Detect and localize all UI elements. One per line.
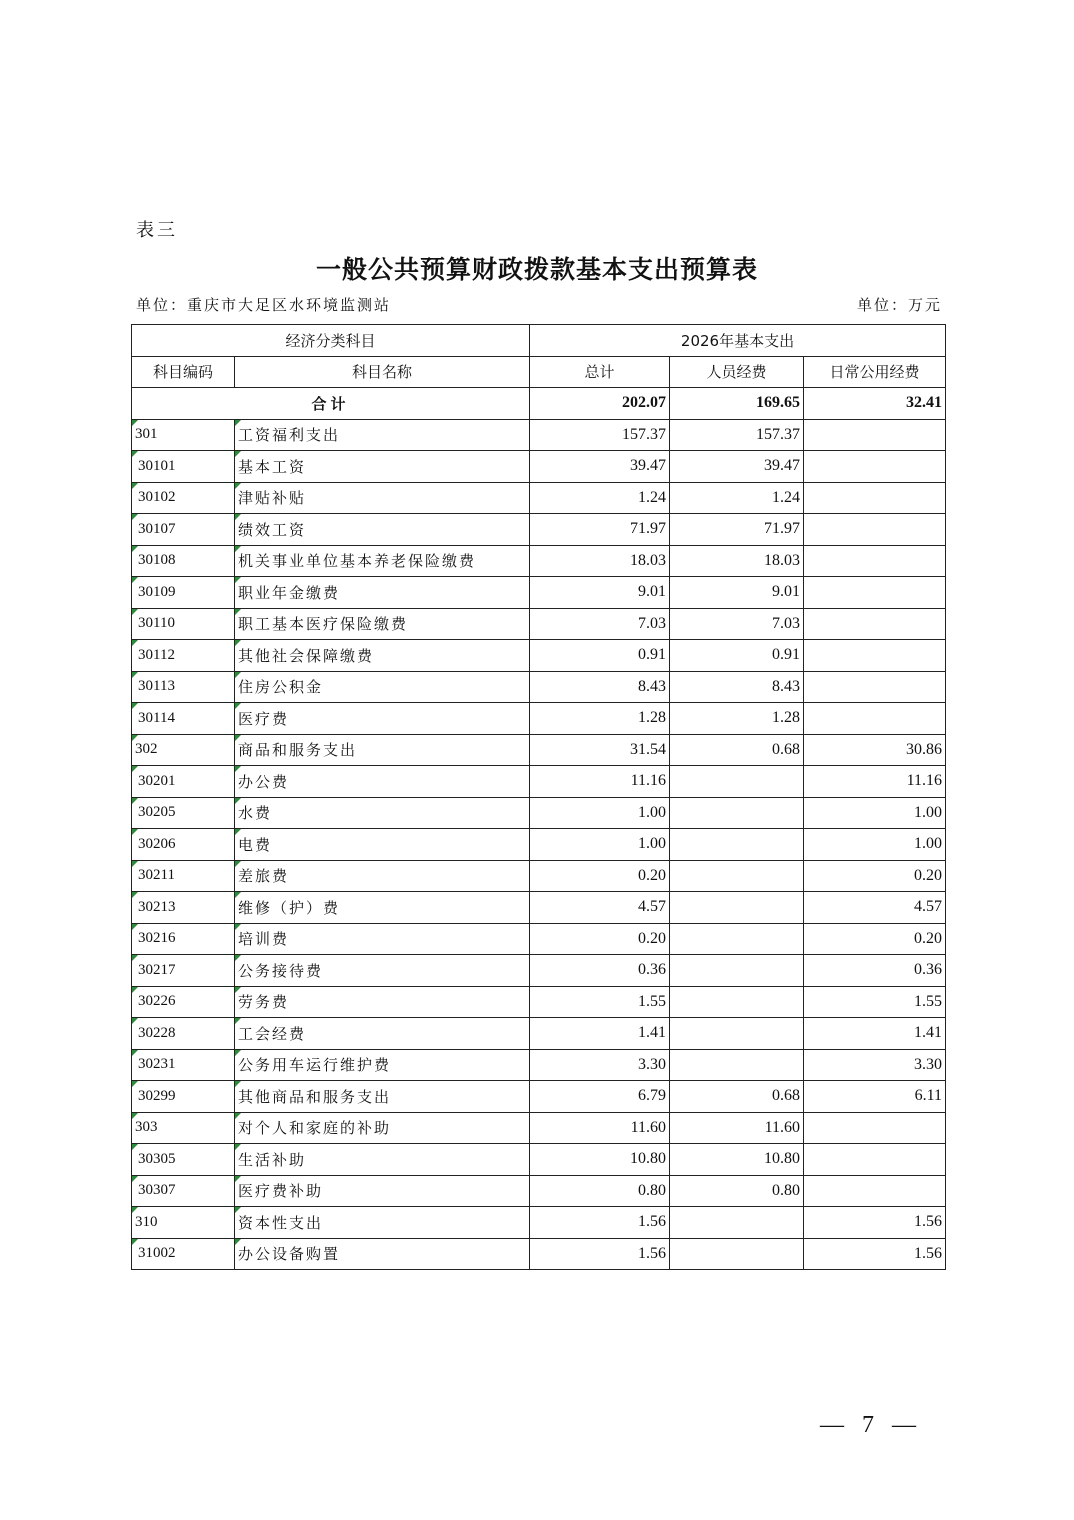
total-label: 合计 — [132, 388, 530, 420]
row-personnel — [670, 1238, 804, 1270]
row-total: 11.60 — [530, 1112, 670, 1144]
row-personnel — [670, 955, 804, 987]
row-name — [235, 986, 530, 1018]
row-code — [132, 766, 235, 798]
row-total: 1.00 — [530, 797, 670, 829]
row-personnel: 7.03 — [670, 608, 804, 640]
row-code-text: 30205 — [138, 804, 176, 821]
cell-marker-icon — [235, 640, 241, 646]
table-row — [132, 640, 946, 672]
row-code-text: 310 — [135, 1213, 158, 1230]
table-row — [132, 1018, 946, 1050]
row-total: 1.56 — [530, 1238, 670, 1270]
row-public: 0.20 — [804, 860, 946, 892]
row-name — [235, 923, 530, 955]
row-code-text: 30114 — [138, 709, 175, 726]
row-personnel: 1.24 — [670, 482, 804, 514]
row-name-text: 职业年金缴费 — [238, 583, 341, 602]
cell-marker-icon — [235, 672, 241, 678]
currency-unit: 单位：万元 — [856, 296, 942, 314]
cell-marker-icon — [132, 1176, 138, 1182]
row-name — [235, 797, 530, 829]
cell-marker-icon — [132, 1144, 138, 1150]
row-total: 1.00 — [530, 829, 670, 861]
table-row — [132, 514, 946, 546]
row-personnel: 0.80 — [670, 1175, 804, 1207]
cell-marker-icon — [235, 1176, 241, 1182]
cell-marker-icon — [132, 451, 138, 457]
row-public — [804, 703, 946, 735]
cell-marker-icon — [235, 609, 241, 615]
cell-marker-icon — [132, 798, 138, 804]
table-row — [132, 955, 946, 987]
header-total: 总计 — [530, 356, 670, 388]
cell-marker-icon — [132, 1018, 138, 1024]
row-personnel — [670, 923, 804, 955]
row-code-text: 30231 — [138, 1056, 176, 1073]
row-total: 0.20 — [530, 923, 670, 955]
row-name-text: 医疗费补助 — [238, 1182, 324, 1201]
row-total: 10.80 — [530, 1144, 670, 1176]
row-name-text: 水费 — [238, 804, 273, 823]
table-row — [132, 986, 946, 1018]
row-personnel — [670, 1207, 804, 1239]
row-code-text: 30307 — [138, 1182, 176, 1199]
row-total: 3.30 — [530, 1049, 670, 1081]
row-code-text: 30217 — [138, 961, 176, 978]
row-code — [132, 640, 235, 672]
row-name-text: 公务接待费 — [238, 961, 324, 980]
row-public: 0.20 — [804, 923, 946, 955]
row-name — [235, 955, 530, 987]
row-name-text: 办公设备购置 — [238, 1245, 341, 1264]
row-name — [235, 671, 530, 703]
row-total: 1.56 — [530, 1207, 670, 1239]
table-row — [132, 608, 946, 640]
row-code — [132, 482, 235, 514]
table-row — [132, 703, 946, 735]
row-code-text: 30113 — [138, 678, 175, 695]
row-name-text: 医疗费 — [238, 709, 290, 728]
cell-marker-icon — [132, 735, 138, 741]
row-personnel — [670, 892, 804, 924]
row-code — [132, 860, 235, 892]
row-personnel: 71.97 — [670, 514, 804, 546]
cell-marker-icon — [132, 609, 138, 615]
row-name-text: 商品和服务支出 — [238, 741, 358, 760]
table-row — [132, 482, 946, 514]
table-row — [132, 860, 946, 892]
row-code — [132, 1175, 235, 1207]
cell-marker-icon — [235, 987, 241, 993]
cell-marker-icon — [235, 514, 241, 520]
row-total: 1.55 — [530, 986, 670, 1018]
row-name — [235, 1049, 530, 1081]
row-code — [132, 514, 235, 546]
row-name — [235, 1112, 530, 1144]
row-public — [804, 1144, 946, 1176]
row-code — [132, 1081, 235, 1113]
row-personnel: 0.91 — [670, 640, 804, 672]
row-public: 4.57 — [804, 892, 946, 924]
row-name-text: 电费 — [238, 835, 273, 854]
row-code-text: 30211 — [138, 867, 175, 884]
row-public — [804, 482, 946, 514]
row-name — [235, 1238, 530, 1270]
header-name: 科目名称 — [235, 356, 530, 388]
row-public: 6.11 — [804, 1081, 946, 1113]
row-name-text: 基本工资 — [238, 457, 307, 476]
row-name — [235, 514, 530, 546]
cell-marker-icon — [132, 640, 138, 646]
cell-marker-icon — [132, 766, 138, 772]
row-personnel: 0.68 — [670, 734, 804, 766]
cell-marker-icon — [132, 703, 138, 709]
cell-marker-icon — [235, 766, 241, 772]
row-code — [132, 451, 235, 483]
row-total: 11.16 — [530, 766, 670, 798]
total-sum: 202.07 — [530, 388, 670, 420]
row-code-text: 30216 — [138, 930, 176, 947]
row-total: 4.57 — [530, 892, 670, 924]
row-name-text: 生活补助 — [238, 1150, 307, 1169]
row-personnel: 18.03 — [670, 545, 804, 577]
table-row — [132, 766, 946, 798]
row-code — [132, 703, 235, 735]
cell-marker-icon — [235, 577, 241, 583]
row-total: 1.28 — [530, 703, 670, 735]
row-name — [235, 545, 530, 577]
row-name-text: 职工基本医疗保险缴费 — [238, 615, 409, 634]
row-public: 1.56 — [804, 1238, 946, 1270]
row-personnel: 8.43 — [670, 671, 804, 703]
row-name-text: 其他商品和服务支出 — [238, 1087, 392, 1106]
row-code — [132, 419, 235, 451]
cell-marker-icon — [235, 1144, 241, 1150]
cell-marker-icon — [132, 1113, 138, 1119]
row-name — [235, 577, 530, 609]
row-total: 8.43 — [530, 671, 670, 703]
header-group-row — [132, 325, 946, 357]
row-name — [235, 829, 530, 861]
row-total: 157.37 — [530, 419, 670, 451]
row-public: 1.56 — [804, 1207, 946, 1239]
row-name-text: 工会经费 — [238, 1024, 307, 1043]
header-economic-category: 经济分类科目 — [132, 325, 530, 357]
row-name — [235, 608, 530, 640]
row-code — [132, 829, 235, 861]
row-code — [132, 1238, 235, 1270]
row-code — [132, 1207, 235, 1239]
row-total: 18.03 — [530, 545, 670, 577]
header-basic-expense: 2026年基本支出 — [530, 325, 946, 357]
row-code-text: 30102 — [138, 489, 176, 506]
row-total: 0.80 — [530, 1175, 670, 1207]
cell-marker-icon — [132, 892, 138, 898]
row-public — [804, 608, 946, 640]
row-name-text: 维修（护）费 — [238, 898, 341, 917]
row-code — [132, 1018, 235, 1050]
row-personnel: 9.01 — [670, 577, 804, 609]
row-total: 6.79 — [530, 1081, 670, 1113]
table-row — [132, 419, 946, 451]
cell-marker-icon — [235, 1081, 241, 1087]
document-title: 一般公共预算财政拨款基本支出预算表 — [315, 255, 758, 284]
row-code — [132, 671, 235, 703]
row-total: 7.03 — [530, 608, 670, 640]
row-public — [804, 577, 946, 609]
table-row — [132, 1175, 946, 1207]
table-row — [132, 734, 946, 766]
row-name — [235, 892, 530, 924]
table-row — [132, 1112, 946, 1144]
row-total: 9.01 — [530, 577, 670, 609]
table-row — [132, 1081, 946, 1113]
row-personnel — [670, 797, 804, 829]
row-code-text: 30206 — [138, 835, 176, 852]
cell-marker-icon — [132, 1207, 138, 1213]
row-name — [235, 1018, 530, 1050]
organization-unit: 单位：重庆市大足区水环境监测站 — [136, 296, 392, 314]
row-personnel — [670, 1018, 804, 1050]
cell-marker-icon — [235, 1207, 241, 1213]
cell-marker-icon — [235, 798, 241, 804]
row-personnel: 157.37 — [670, 419, 804, 451]
row-name — [235, 1081, 530, 1113]
row-public — [804, 419, 946, 451]
row-personnel — [670, 829, 804, 861]
cell-marker-icon — [132, 514, 138, 520]
row-public — [804, 1112, 946, 1144]
table-row — [132, 451, 946, 483]
row-public: 1.55 — [804, 986, 946, 1018]
table-label: 表三 — [136, 220, 178, 241]
header-public: 日常公用经费 — [804, 356, 946, 388]
row-public: 1.00 — [804, 797, 946, 829]
cell-marker-icon — [235, 483, 241, 489]
cell-marker-icon — [235, 703, 241, 709]
header-column-row — [132, 356, 946, 388]
row-name-text: 办公费 — [238, 772, 290, 791]
budget-table — [131, 324, 946, 1270]
table-row — [132, 829, 946, 861]
row-name-text: 工资福利支出 — [238, 426, 341, 445]
cell-marker-icon — [132, 483, 138, 489]
total-personnel: 169.65 — [670, 388, 804, 420]
row-name — [235, 640, 530, 672]
row-public — [804, 545, 946, 577]
row-name-text: 差旅费 — [238, 867, 290, 886]
row-code-text: 30228 — [138, 1024, 176, 1041]
page-number: — 7 — — [820, 1412, 922, 1438]
cell-marker-icon — [132, 1050, 138, 1056]
total-public: 32.41 — [804, 388, 946, 420]
row-name-text: 住房公积金 — [238, 678, 324, 697]
row-name — [235, 451, 530, 483]
row-public: 0.36 — [804, 955, 946, 987]
table-row — [132, 1207, 946, 1239]
row-personnel — [670, 1049, 804, 1081]
row-code — [132, 545, 235, 577]
row-personnel: 39.47 — [670, 451, 804, 483]
cell-marker-icon — [235, 451, 241, 457]
row-code — [132, 797, 235, 829]
row-code-text: 30101 — [138, 457, 176, 474]
cell-marker-icon — [235, 1050, 241, 1056]
row-personnel: 0.68 — [670, 1081, 804, 1113]
row-code-text: 30110 — [138, 615, 175, 632]
row-public: 30.86 — [804, 734, 946, 766]
row-code — [132, 892, 235, 924]
row-name-text: 培训费 — [238, 930, 290, 949]
row-personnel: 11.60 — [670, 1112, 804, 1144]
row-total: 1.41 — [530, 1018, 670, 1050]
cell-marker-icon — [132, 420, 138, 426]
row-name-text: 对个人和家庭的补助 — [238, 1119, 392, 1138]
row-total: 71.97 — [530, 514, 670, 546]
total-row — [132, 388, 946, 420]
table-row — [132, 797, 946, 829]
header-code: 科目编码 — [132, 356, 235, 388]
row-name — [235, 703, 530, 735]
row-public — [804, 451, 946, 483]
row-personnel — [670, 986, 804, 1018]
row-total: 31.54 — [530, 734, 670, 766]
row-code — [132, 1144, 235, 1176]
cell-marker-icon — [132, 546, 138, 552]
cell-marker-icon — [235, 1239, 241, 1245]
row-code — [132, 955, 235, 987]
row-total: 0.91 — [530, 640, 670, 672]
cell-marker-icon — [132, 672, 138, 678]
cell-marker-icon — [132, 924, 138, 930]
row-name-text: 其他社会保障缴费 — [238, 646, 375, 665]
row-code-text: 30109 — [138, 583, 176, 600]
row-public — [804, 671, 946, 703]
row-public: 1.00 — [804, 829, 946, 861]
row-personnel — [670, 766, 804, 798]
row-public: 11.16 — [804, 766, 946, 798]
cell-marker-icon — [235, 955, 241, 961]
cell-marker-icon — [132, 987, 138, 993]
table-row — [132, 671, 946, 703]
row-code — [132, 577, 235, 609]
cell-marker-icon — [235, 829, 241, 835]
table-row — [132, 1238, 946, 1270]
row-public — [804, 1175, 946, 1207]
table-row — [132, 923, 946, 955]
row-total: 0.20 — [530, 860, 670, 892]
row-code-text: 30213 — [138, 898, 176, 915]
table-row — [132, 892, 946, 924]
table-row — [132, 1049, 946, 1081]
cell-marker-icon — [235, 892, 241, 898]
cell-marker-icon — [235, 735, 241, 741]
row-code-text: 30112 — [138, 646, 175, 663]
row-code — [132, 986, 235, 1018]
row-code-text: 30226 — [138, 993, 176, 1010]
row-total: 39.47 — [530, 451, 670, 483]
row-public: 3.30 — [804, 1049, 946, 1081]
row-name-text: 劳务费 — [238, 993, 290, 1012]
cell-marker-icon — [235, 546, 241, 552]
row-name-text: 津贴补贴 — [238, 489, 307, 508]
row-code — [132, 923, 235, 955]
cell-marker-icon — [132, 577, 138, 583]
row-code — [132, 734, 235, 766]
table-row — [132, 577, 946, 609]
row-name — [235, 419, 530, 451]
row-public: 1.41 — [804, 1018, 946, 1050]
row-name — [235, 1207, 530, 1239]
row-code-text: 30108 — [138, 552, 176, 569]
row-total: 0.36 — [530, 955, 670, 987]
cell-marker-icon — [235, 861, 241, 867]
row-name-text: 机关事业单位基本养老保险缴费 — [238, 552, 477, 571]
cell-marker-icon — [132, 1239, 138, 1245]
row-name-text: 绩效工资 — [238, 520, 307, 539]
row-code-text: 302 — [135, 741, 158, 758]
row-code — [132, 1049, 235, 1081]
row-code — [132, 608, 235, 640]
row-personnel: 10.80 — [670, 1144, 804, 1176]
row-name — [235, 1175, 530, 1207]
row-code-text: 30201 — [138, 772, 176, 789]
row-code-text: 30107 — [138, 520, 176, 537]
header-personnel: 人员经费 — [670, 356, 804, 388]
row-code-text: 30305 — [138, 1150, 176, 1167]
cell-marker-icon — [235, 1113, 241, 1119]
row-code — [132, 1112, 235, 1144]
row-name — [235, 482, 530, 514]
row-public — [804, 640, 946, 672]
row-name — [235, 860, 530, 892]
cell-marker-icon — [132, 829, 138, 835]
cell-marker-icon — [132, 1081, 138, 1087]
row-code-text: 303 — [135, 1119, 158, 1136]
row-name — [235, 766, 530, 798]
cell-marker-icon — [132, 955, 138, 961]
row-total: 1.24 — [530, 482, 670, 514]
row-code-text: 31002 — [138, 1245, 176, 1262]
cell-marker-icon — [235, 420, 241, 426]
row-name — [235, 1144, 530, 1176]
row-code-text: 30299 — [138, 1087, 176, 1104]
table-row — [132, 545, 946, 577]
row-personnel — [670, 860, 804, 892]
row-public — [804, 514, 946, 546]
cell-marker-icon — [235, 1018, 241, 1024]
row-name-text: 公务用车运行维护费 — [238, 1056, 392, 1075]
cell-marker-icon — [235, 924, 241, 930]
table-row — [132, 1144, 946, 1176]
row-personnel: 1.28 — [670, 703, 804, 735]
row-name — [235, 734, 530, 766]
cell-marker-icon — [132, 861, 138, 867]
row-code-text: 301 — [135, 426, 158, 443]
row-name-text: 资本性支出 — [238, 1213, 324, 1232]
